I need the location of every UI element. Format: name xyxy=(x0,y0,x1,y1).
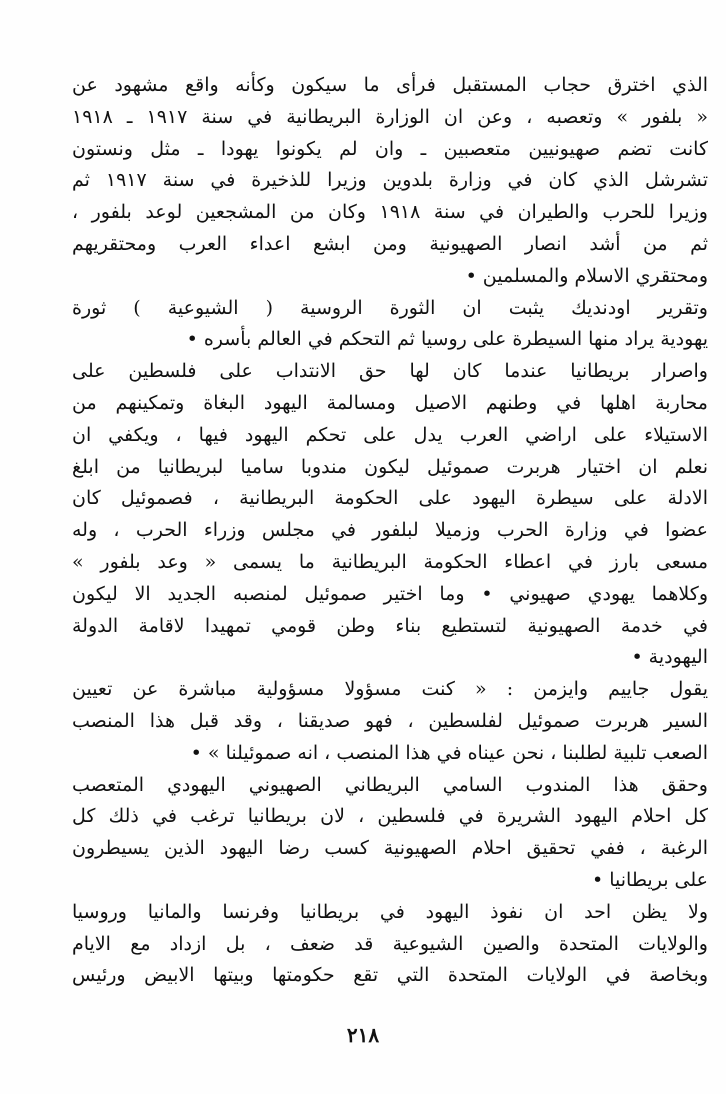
text-line: السير هربرت صموئيل لفلسطين ، فهو صديقنا ، وقد قبل هذا المنصب xyxy=(72,709,708,732)
text-line: وتقرير اودنديك يثبت ان الثورة الروسية ( الشيوعية ) ثورة xyxy=(72,296,708,319)
body-text xyxy=(72,70,708,992)
text-line: وحقق هذا المندوب السامي البريطاني الصهيوني اليهودي المتعصب xyxy=(72,773,708,796)
text-line: على بريطانيا • xyxy=(592,868,708,891)
text-line: الادلة على سيطرة اليهود على الحكومة البريطانية ، فصموئيل كان xyxy=(72,487,708,510)
text-line: عضوا في وزارة الحرب وزميلا لبلفور في مجلس وزراء الحرب ، وله xyxy=(72,519,708,542)
text-line: الرغبة ، ففي تحقيق احلام الصهيونية كسب رضا اليهود الذين يسيطرون xyxy=(72,837,708,860)
text-line: يقول جاييم وايزمن : « كنت مسؤولا مسؤولية مباشرة عن تعيين xyxy=(72,678,708,701)
text-line: في خدمة الصهيونية لتستطيع بناء وطن قومي تمهيدا لاقامة الدولة xyxy=(72,614,708,637)
text-line: كل احلام اليهود الشريرة في فلسطين ، لان بريطانيا ترغب في ذلك كل xyxy=(72,805,708,828)
text-line: والولايات المتحدة والصين الشيوعية قد ضعف ، بل ازداد مع الايام xyxy=(72,932,708,955)
text-line: يهودية يراد منها السيطرة على روسيا ثم التحكم في العالم بأسره • xyxy=(186,328,708,351)
text-line: وبخاصة في الولايات المتحدة التي تقع حكومتها وبيتها الابيض ورئيس xyxy=(72,964,708,987)
text-line: ولا يظن احد ان نفوذ اليهود في بريطانيا وفرنسا والمانيا وروسيا xyxy=(72,900,708,923)
text-line: واصرار بريطانيا عندما كان لها حق الانتداب على فلسطين على xyxy=(72,360,708,383)
text-line: تشرشل الذي كان في وزارة بلدوين وزيرا للذخيرة في سنة ١٩١٧ ثم xyxy=(72,169,708,192)
text-line: وكلاهما يهودي صهيوني • وما اختير صموئيل لمنصبه الجديد الا ليكون xyxy=(72,582,708,605)
text-line: ومحتقري الاسلام والمسلمين • xyxy=(465,264,708,287)
text-line: ثم من أشد انصار الصهيونية ومن ابشع اعداء العرب ومحتقريهم xyxy=(72,232,708,255)
text-line: الاستيلاء على اراضي العرب يدل على تحكم اليهود فيها ، ويكفي ان xyxy=(72,423,708,446)
text-line: محاربة اهلها في وطنهم الاصيل ومسالمة اليهود البغاة وتمكينهم من xyxy=(72,391,708,414)
text-line: « بلفور » وتعصبه ، وعن ان الوزارة البريطانية في سنة ١٩١٧ ـ ١٩١٨ xyxy=(72,105,708,128)
text-line: كانت تضم صهيونيين متعصبين ـ وان لم يكونوا يهودا ـ مثل ونستون xyxy=(72,137,708,160)
text-line: الذي اخترق حجاب المستقبل فرأى ما سيكون وكأنه واقع مشهود عن xyxy=(72,74,708,96)
text-line: اليهودية • xyxy=(631,646,708,669)
text-line: الصعب تلبية لطلبنا ، نحن عيناه في هذا المنصب ، انه صموئيلنا » • xyxy=(190,741,708,764)
text-line: مسعى بارز في اعطاء الحكومة البريطانية ما يسمى « وعد بلفور » xyxy=(72,550,708,573)
text-line: نعلم ان اختيار هربرت صموئيل ليكون مندوبا ساميا لبريطانيا من ابلغ xyxy=(72,455,708,478)
text-line: وزيرا للحرب والطيران في سنة ١٩١٨ وكان من المشجعين لوعد بلفور ، xyxy=(72,201,708,224)
page-number: ٢١٨ xyxy=(346,1023,380,1047)
